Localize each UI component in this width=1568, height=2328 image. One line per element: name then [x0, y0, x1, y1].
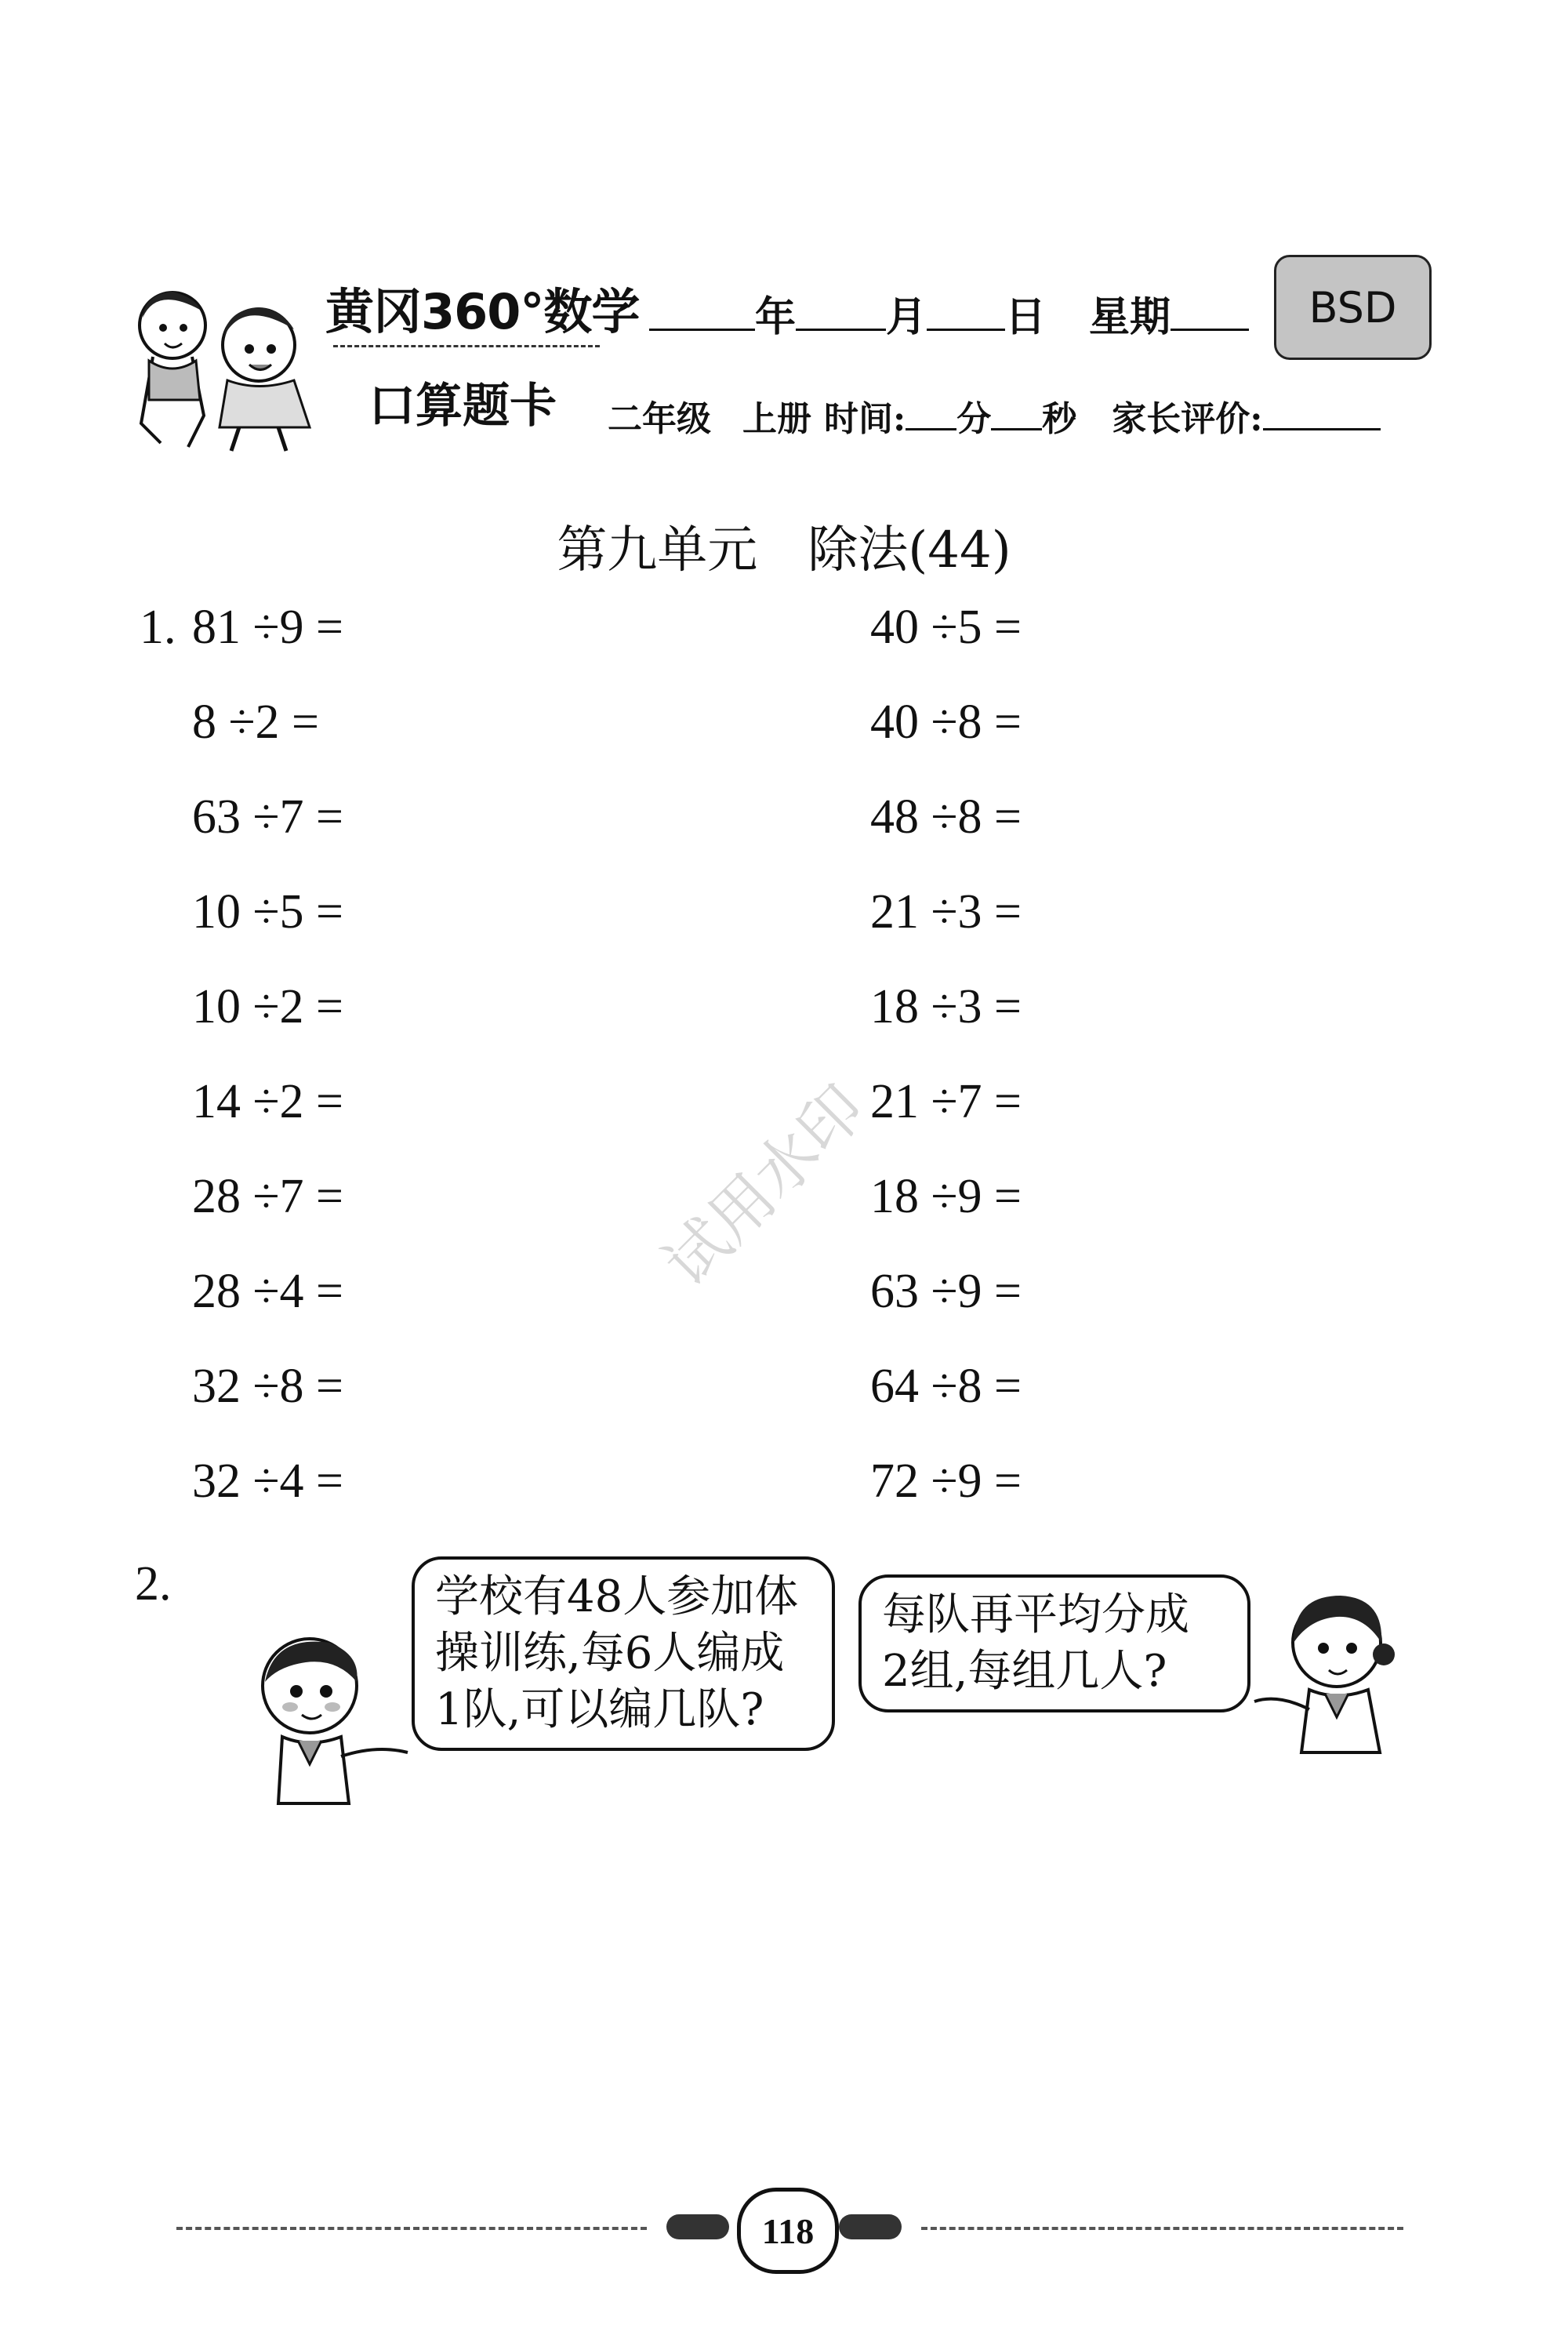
problem-left-10: 32 ÷4 = [192, 1455, 343, 1508]
problem-right-9: 64 ÷8 = [870, 1360, 1022, 1413]
unit-title: 第九单元 除法(44) [557, 521, 1011, 579]
girl-bubble-line-2: 2组,每组几人? [882, 1646, 1167, 1697]
time-label: 时间: [824, 399, 906, 439]
second-label: 秒 [1042, 399, 1077, 439]
kids-illustration [125, 282, 337, 455]
problem-right-3: 48 ÷8 = [870, 790, 1022, 844]
girl-illustration [1247, 1584, 1403, 1756]
brand-underline [333, 345, 600, 347]
footer-divider-left [176, 2227, 647, 2230]
second-blank[interactable] [991, 428, 1042, 430]
problem-left-3: 63 ÷7 = [192, 790, 343, 844]
parent-eval-blank[interactable] [1263, 428, 1381, 430]
footer-ornament-left [666, 2214, 729, 2239]
volume-label: 上册 [742, 399, 811, 439]
problem-left-1: 81 ÷9 = [192, 601, 343, 654]
card-name: 口算题卡 [368, 379, 557, 434]
minute-label: 分 [956, 399, 992, 439]
problem-left-5: 10 ÷2 = [192, 980, 343, 1033]
girl-bubble-line-1: 每队再平均分成 [882, 1589, 1189, 1640]
watermark: 试用水印 [649, 1071, 879, 1301]
boy-bubble-line-2: 操训练,每6人编成 [435, 1628, 785, 1679]
brand-title: 黄冈360°数学 [325, 283, 640, 340]
problem-left-4: 10 ÷5 = [192, 885, 343, 939]
problem-right-8: 63 ÷9 = [870, 1265, 1022, 1318]
minute-blank[interactable] [906, 428, 956, 430]
parent-eval-label: 家长评价: [1112, 399, 1263, 439]
month-label: 月 [886, 293, 927, 341]
footer-divider-right [921, 2227, 1403, 2230]
problem-right-2: 40 ÷8 = [870, 695, 1022, 749]
footer-ornament-right [839, 2214, 902, 2239]
problem-right-4: 21 ÷3 = [870, 885, 1022, 939]
edition-badge: BSD [1274, 255, 1432, 360]
problem-right-7: 18 ÷9 = [870, 1170, 1022, 1223]
boy-illustration [251, 1627, 416, 1807]
problem-right-10: 72 ÷9 = [870, 1455, 1022, 1508]
month-blank[interactable] [796, 329, 886, 331]
year-blank[interactable] [649, 329, 755, 331]
problem-left-2: 8 ÷2 = [192, 695, 319, 749]
weekday-label: 星期 [1089, 293, 1171, 341]
page-number: 118 [737, 2188, 839, 2274]
year-label: 年 [755, 293, 797, 341]
problem-right-5: 18 ÷3 = [870, 980, 1022, 1033]
problem-left-9: 32 ÷8 = [192, 1360, 343, 1413]
problem-left-8: 28 ÷4 = [192, 1265, 343, 1318]
grade-label: 二年级 [608, 399, 711, 439]
girl-speech-bubble [858, 1574, 1250, 1712]
section1-number: 1. [140, 601, 176, 654]
problem-left-7: 28 ÷7 = [192, 1170, 343, 1223]
boy-speech-bubble [412, 1556, 835, 1751]
day-label: 日 [1005, 293, 1047, 341]
problem-right-6: 21 ÷7 = [870, 1075, 1022, 1128]
date-row [649, 284, 1249, 343]
day-blank[interactable] [927, 329, 1005, 331]
boy-bubble-line-1: 学校有48人参加体 [435, 1571, 799, 1622]
section2-number: 2. [135, 1557, 172, 1611]
weekday-blank[interactable] [1171, 329, 1249, 331]
problem-left-6: 14 ÷2 = [192, 1075, 343, 1128]
meta-row [608, 390, 1381, 441]
boy-bubble-line-3: 1队,可以编几队? [435, 1684, 764, 1735]
problem-right-1: 40 ÷5 = [870, 601, 1022, 654]
